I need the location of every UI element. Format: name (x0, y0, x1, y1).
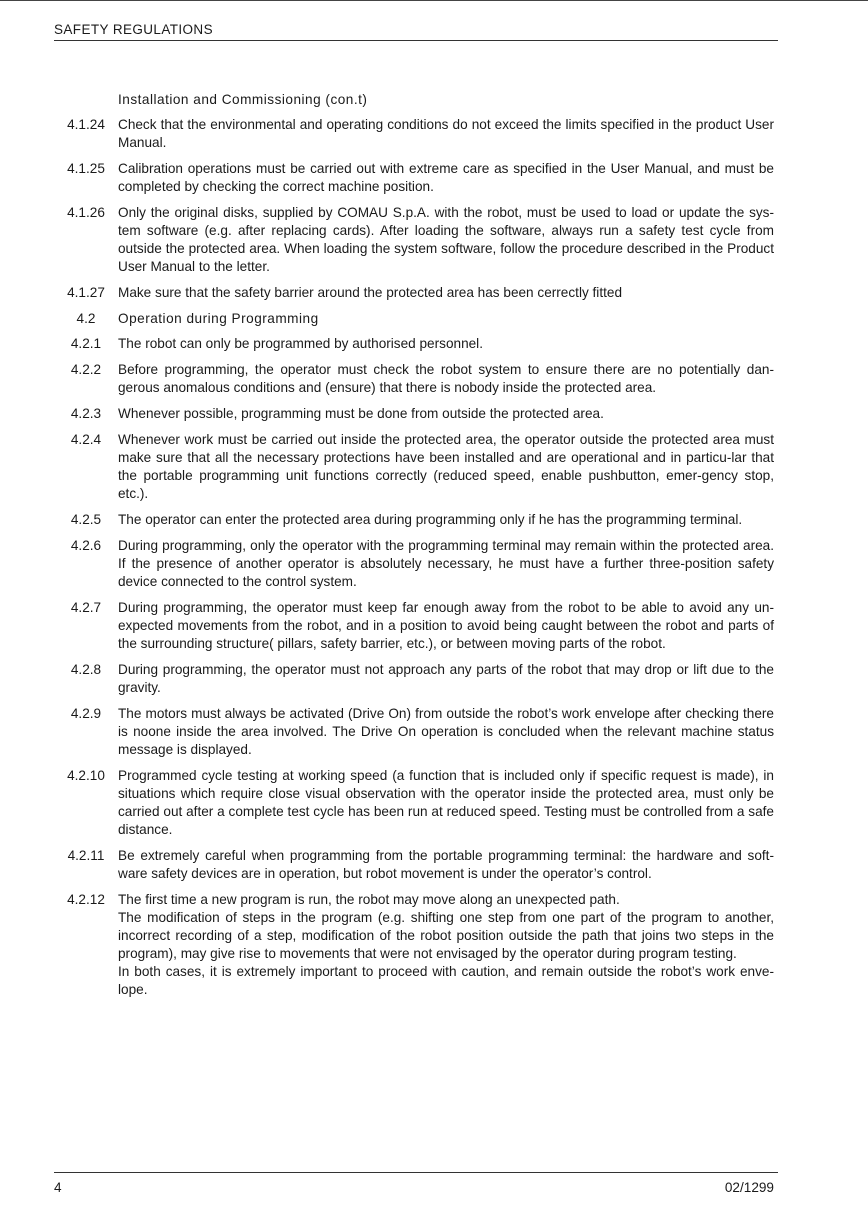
item-paragraph: During programming, only the operator with the programming terminal may remain within the protected area. If the presence of another operator is absolutely necessary, he must have a further three-position safety device connected to the control system. (118, 538, 774, 589)
top-rule (0, 0, 868, 1)
item-number: 4.1.24 (67, 117, 105, 132)
item-text (118, 116, 774, 152)
document-code: 02/1299 (724, 1180, 774, 1195)
item-number: 4.2.2 (70, 362, 102, 377)
item-paragraph: The first time a new program is run, the robot may move along an unexpected path. (118, 892, 620, 907)
page-header (54, 22, 778, 41)
numbered-item (54, 537, 774, 591)
item-text (118, 335, 774, 353)
item-number: 4.2.7 (70, 600, 102, 615)
numbered-item (54, 431, 774, 503)
item-number: 4.1.26 (67, 205, 105, 220)
item-number: 4.2.10 (67, 768, 105, 783)
item-paragraph: During programming, the operator must keep far enough away from the robot to be able to avoid any un-expected movements from the robot, and in a position to avoid being caught between the robot and parts of the surrounding structure( pillars, safety barrier, etc.), or between moving parts of the robot. (118, 600, 774, 651)
numbered-item (54, 405, 774, 423)
numbered-item (54, 361, 774, 397)
item-text (118, 361, 774, 397)
item-number: 4.2.6 (70, 538, 102, 553)
item-number: 4.2 (76, 311, 96, 326)
item-paragraph: Check that the environmental and operating conditions do not exceed the limits specified in the product User Manual. (118, 117, 774, 150)
item-text (118, 661, 774, 697)
numbered-item (54, 284, 774, 302)
item-number: 4.2.5 (70, 512, 102, 527)
item-number: 4.2.1 (70, 336, 102, 351)
item-text (118, 705, 774, 759)
item-number: 4.2.3 (70, 406, 102, 421)
item-number: 4.2.11 (67, 848, 105, 863)
numbered-item (54, 116, 774, 152)
numbered-item (54, 599, 774, 653)
item-paragraph: Whenever work must be carried out inside the protected area, the operator outside the protected area must make sure that all the necessary protections have been installed and are operational and in particu-lar that the portable programming unit functions correctly (reduced speed, enable pushbutton, emer-gency stop, etc.). (118, 432, 774, 501)
item-number: 4.2.12 (67, 892, 105, 907)
page-footer (54, 1172, 778, 1193)
item-text (118, 405, 774, 423)
numbered-item (54, 335, 774, 353)
item-text (118, 204, 774, 276)
section-heading-text (118, 91, 774, 109)
item-paragraph: The robot can only be programmed by authorised personnel. (118, 336, 483, 351)
item-paragraph: Be extremely careful when programming from the portable programming terminal: the hardware and soft-ware safety devices are in operation, but robot movement is under the operator’s control. (118, 848, 774, 881)
item-text (118, 891, 774, 999)
document-body (54, 91, 774, 1007)
item-text (118, 767, 774, 839)
numbered-item (54, 767, 774, 839)
numbered-item (54, 891, 774, 999)
item-text (118, 431, 774, 503)
item-text (118, 847, 774, 883)
numbered-item (54, 705, 774, 759)
item-paragraph: The motors must always be activated (Drive On) from outside the robot’s work envelope after checking there is noone inside the area involved. The Drive On operation is concluded when the relevant machine status message is displayed. (118, 706, 774, 757)
item-text (118, 160, 774, 196)
numbered-item (54, 511, 774, 529)
item-text (118, 284, 774, 302)
item-text (118, 537, 774, 591)
item-paragraph: Programmed cycle testing at working speed (a function that is included only if specific request is made), in situations which require close visual observation with the operator inside the protected area, must only be carried out after a complete test cycle has been run at reduced speed. Testing must be controlled from a safe distance. (118, 768, 774, 837)
section-heading-text (118, 310, 774, 328)
item-paragraph: Calibration operations must be carried out with extreme care as specified in the User Manual, and must be completed by checking the correct machine position. (118, 161, 774, 194)
item-paragraph: Operation during Programming (118, 311, 319, 326)
item-paragraph: The operator can enter the protected area during programming only if he has the programming terminal. (118, 512, 743, 527)
item-paragraph: Only the original disks, supplied by COMAU S.p.A. with the robot, must be used to load or update the sys-tem software (e.g. after replacing cards). After loading the software, always run a safety test cycle from outside the protected area. When loading the system software, follow the procedure described in the Product User Manual to the letter. (118, 205, 774, 274)
section-heading (54, 91, 774, 109)
item-paragraph: Before programming, the operator must check the robot system to ensure there are no potentially dan-gerous anomalous conditions and (ensure) that there is nobody inside the protected area. (118, 362, 774, 395)
item-number: 4.1.25 (67, 161, 105, 176)
item-number: 4.2.8 (70, 662, 102, 677)
numbered-item (54, 204, 774, 276)
item-text (118, 511, 774, 529)
item-paragraph: Whenever possible, programming must be done from outside the protected area. (118, 406, 604, 421)
item-text (118, 599, 774, 653)
item-number: 4.1.27 (67, 285, 105, 300)
item-number (54, 91, 118, 109)
item-paragraph: During programming, the operator must not approach any parts of the robot that may drop or lift due to the gravity. (118, 662, 774, 695)
item-paragraph: In both cases, it is extremely important to proceed with caution, and remain outside the robot’s work enve-lope. (118, 964, 774, 997)
numbered-item (54, 847, 774, 883)
item-number: 4.2.4 (70, 432, 102, 447)
numbered-item (54, 661, 774, 697)
page-number: 4 (54, 1180, 62, 1195)
item-paragraph: Installation and Commissioning (con.t) (118, 92, 368, 107)
section-heading (54, 310, 774, 328)
item-paragraph: The modification of steps in the program (e.g. shifting one step from one part of the program to another, incorrect recording of a step, modification of the robot position outside the path that joins two steps in the program), may give rise to movements that were not envisaged by the operator during program testing. (118, 910, 774, 961)
numbered-item (54, 160, 774, 196)
item-number: 4.2.9 (70, 706, 102, 721)
item-paragraph: Make sure that the safety barrier around the protected area has been cerrectly fitted (118, 285, 623, 300)
header-title: SAFETY REGULATIONS (54, 22, 213, 37)
